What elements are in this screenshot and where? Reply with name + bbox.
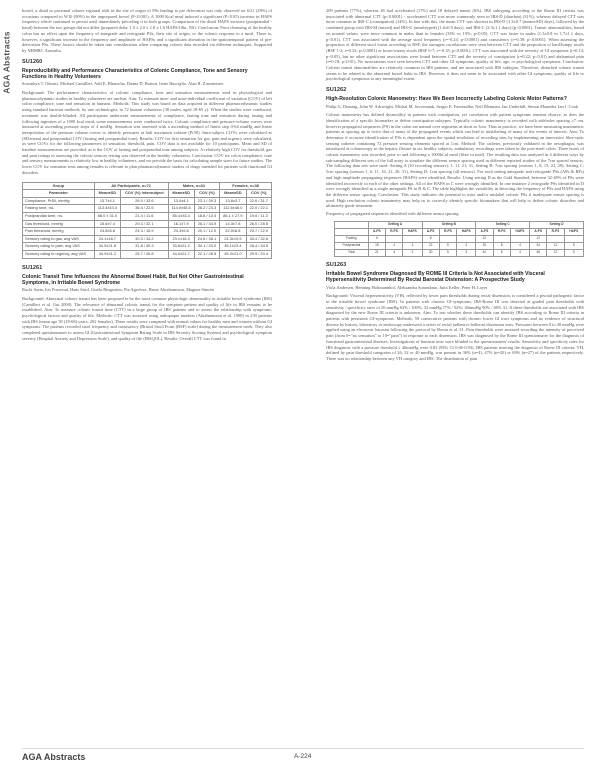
- table-group-cell: Setting C: [476, 221, 530, 228]
- abstract-title-1260: Reproducibility and Performance Characteristics of Colonic Compliance, Tone and Sensory Functions in Healthy Volunteers: [22, 67, 248, 81]
- table-cell: 23.7 / 22.0: [246, 228, 271, 236]
- table-cell: 46: [530, 249, 547, 256]
- abstract-body-1262: Colonic manometry has defined dysmotility in patients with constipation, yet correlation with patient symptoms remains elusive, as does the identification of a specific biomarker to define constipation subtypes. Typically colonic manometry is recorded with sideholes spacing ≥7 cm, however propagated sequences (PS) in the colon are natural over segments as short as 3cm. Thus in practice, we have been measuring manometric patterns at spacing up to twice that of many of the propagated events which can lead to mislabeling of many of the events of interest. Aim: To determine if accurate identification of PSs is dependent upon the spatial-resolution of recording sites by implementing an innovative fibre-optic sensing catheter containing 72 pressure sensing elements spaced at 1cm. Method: The catheter, previously validated in the oesophagus, was introduced at colonoscopy to the hepatic flexure in six healthy subjects; ambulatory recordings were taken in the post-meal colon. Three hours of colonic manometry was recorded, prior to and following a 1000kCal meal (fibre in total). The resulting data was analyzed in 4 different ways by sub-sampling different sets of the full array to simulate the different sensor spacing used in different reported studies of the 7cm spaced sensors. The following data sets were used: Setting A (10 recording sensors): 1, 11, 21, 31, Setting B: 7cm spacing (sensors 1, 8, 15, 22, 29), Setting C: 5cm spacing (sensors 1, 6, 11, 16, 21, 26, 31), Setting D: 1cm spacing (all sensors). For each setting antegrade and retrograde PSs (APs & RPs) and high amplitude propagating sequences (HAPS) were identified. Results: Using setting D as the Gold Standard, between 32-48% of PSs were identified incorrectly in each of the other settings. All of the HAPS in C were wrongly identified. In one instance 2 retrograde PSs identified in D were wrongly identified as a single antegrade PS in B & C. The table highlights the variability in detecting the frequency of PSs and HAPS using the different sensor spacing. Conclusion: This study indicates the potential to miss and/or mislabel colonic PSs if inadequate sensor spacing is used. High resolution colonic manometry may help us to correctly identify specific biomarkers that will help to define colonic disorders and ultimately guide treatment.: [326, 112, 584, 209]
- table-cell: 5: [564, 242, 583, 249]
- abstract-authors-1260: Sowmhya T. Odunsi, Michael Camilleri, Adil E. Bharucha, Duane D. Burton, Irene Busciglio, Alan R. Zinsmeister: [22, 81, 224, 87]
- table-cell: Fasting tone, mL: [23, 205, 95, 213]
- table-cell: 42: [476, 249, 493, 256]
- table-cell: [547, 235, 564, 242]
- table-cell: 45.3±21.0: [220, 250, 247, 258]
- abstract-tag-1263: SU1263: [326, 261, 347, 268]
- table-caption: Frequency of propagated sequences identified with different sensor spacing: [326, 211, 459, 217]
- table-cell: [564, 235, 583, 242]
- table-header-cell: A-PS: [530, 228, 547, 235]
- table-group-cell: Setting A: [368, 221, 422, 228]
- table-cell: 8: [493, 242, 510, 249]
- table-cell: 44.9±21.2: [94, 250, 121, 258]
- table-cell: 30: [476, 242, 493, 249]
- table-cell: 13.4±4.1: [168, 197, 194, 205]
- table-header-cell: A-PS: [476, 228, 493, 235]
- table-cell: 20.1 / 12.0: [194, 228, 219, 236]
- table-header-cell: R-PS: [385, 228, 402, 235]
- table-cell: 5: [564, 249, 583, 256]
- right-intro-text: 209 patients (77%), whereas 46 had accelerated (17%) and 18 delayed transit (6%). IBS subtyping according to the Rome III criteria was associated with abnormal CTT (p<0.0001) - accelerated CTT was more commonly seen in IBS-D (diarrhea) (31%), whereas delayed CTT was more common in IBS-C (constipation) (14%). In line with this, the mean CTT was shortest in IBS-D (1.3±0.7 (mean±SD) days), followed by the combined group with IBS-M (mixed) and IBS-U (unsubtyped) (1.6±0.9 days), and IBS-C (2.3±1.1 days) (p<0.0001). Transit abnormalities, based on normal values, were more common in males than in females (33% vs 19%; p<0.05). CTT was faster in males (1.3±0.8 vs 1.7±1.1 days, p<0.01). CTT was associated with the average stool frequency (r=-0.24; p<0.0001) and consistency (r=0.39; p<0.0001). When assessing the proportion of different stool forms according to BSF, the strongest correlations were seen between CTT and the proportion of hard/lumpy stools (BSF 1-2; r=0.32; p<0.0001) or loose/watery stools (BSF 6-7; r=-0.35; p<0.0001). CTT was associated with the severity of GI symptoms (r=0.14; p<0.05), but no other significant associations were found between CTT and the severity of constipation (r=0.22; p<0.01) and abdominal pain (r=0.18; p<0.01). No associations were seen between CTT and other GI symptoms, quality of life, age, or psychological symptoms. Conclusion: Colonic transit abnormalities are relatively common in IBS patients, and are associated with IBS subtypes. Therefore, disturbed colonic transit seems to be related to the abnormal bowel habit in IBS. However, it does not seem to be associated with other GI symptoms, quality of life or psychological symptoms to any meaningful extent.: [326, 8, 584, 82]
- table-cell: 24.3±19.5: [220, 235, 247, 243]
- table-subheader-cell: Mean±SD: [94, 190, 121, 198]
- table-cell: [510, 235, 529, 242]
- table-cell: 86.0 ± 31.0: [94, 212, 121, 220]
- table-cell: 25.7 / 26.8: [121, 250, 168, 258]
- table-cell: 24.6 / 36.1: [194, 235, 219, 243]
- table-cell: 15: [368, 242, 385, 249]
- table-cell: [385, 235, 402, 242]
- table-subheader-cell: Mean±SD: [168, 190, 194, 198]
- table-cell: 23.1±16.3: [168, 235, 194, 243]
- table-cell: 28.2 / 23.3: [194, 205, 219, 213]
- table-cell: Total: [335, 249, 369, 256]
- table-cell: 12: [547, 249, 564, 256]
- table-header-cell: HAPS: [564, 228, 583, 235]
- table-cell: 30.3 / 34.2: [121, 235, 168, 243]
- abstract-authors-1263: Viola Andresen, Henning Holtmannhof, Aleksandra Sorundano, Jutta Keller, Peter H. Layer: [326, 284, 488, 290]
- table-cell: 28.4 / 34.5: [246, 243, 271, 251]
- table-cell: 29.9 / 20.4: [246, 250, 271, 258]
- table-cell: 3: [403, 242, 422, 249]
- footer-page-number: A-224: [294, 753, 312, 760]
- table-cell: 21.4 / 11.6: [121, 212, 168, 220]
- table-cell: 3: [457, 242, 476, 249]
- table-header-cell: R-PS: [493, 228, 510, 235]
- table-cell: 12: [476, 235, 493, 242]
- table-cell: 114.0±45.5: [168, 205, 194, 213]
- table-cell: [439, 235, 456, 242]
- table-cell: 22.1 / 28.5: [194, 250, 219, 258]
- table-header-cell: HAPS: [403, 228, 422, 235]
- table-cell: 4: [510, 249, 529, 256]
- left-intro-text: bowel, a distal to proximal colonic regional shift in the site of origin of PSs leading to pre defecation was only observed on 6/21 (28%) of occasions compared to W10 (90%) in the unprepared bowel (P<0.001). A 1000 Kcal meal induced a significant (P<0.05) increase in HAPS frequency which continued to persist until immediately preceding it in both groups. Comparison of the distal HAPS increase (postprandial - basal) between the two groups did not differ (prepared delta: 1.9 ± 2.0 v 2.8 ± 1.6 HAPS/10hr, NS). Conclusion: Prior cleansing of the healthy colon has no effect upon the frequency of antegrade and retrograde PSs, their site of origin, or the colonic response to a meal. There is, however, a significant increase in the frequency and amplitude of HAPSs and a significant alteration in the spatiotemporal pattern of pre-defecation PSs. These factors should be taken into consideration when comparing colonic data recorded via different techniques. Supported by NHMRC Australia.: [22, 8, 272, 53]
- table-cell: 14.3±7.8: [220, 220, 247, 228]
- table-cell: 35.1±23.4: [220, 243, 247, 251]
- table-cell: 23.1 / 39.3: [194, 197, 219, 205]
- table-row: [23, 220, 272, 228]
- table-cell: [493, 235, 510, 242]
- abstract-title-1262: High-Resolution Colonic Manometry: Have We Been Incorrectly Labeling Colonic Motor Patterns?: [326, 96, 567, 103]
- table-cell: 33.4 / 32.6: [246, 235, 271, 243]
- table1-body: [23, 197, 272, 258]
- abstract-title-1263: Irritable Bowel Syndrome Diagnosed By ROME III Criteria Is Not Associated with Visceral Hypersensitivity Determined By Rectal Barostat Distension: A Prospective Study: [326, 270, 545, 284]
- table-cell: 15.6±7.4: [94, 220, 121, 228]
- table-cell: 6: [368, 235, 385, 242]
- table-header-cell: [335, 228, 369, 235]
- table-cell: 22.0±8.8: [220, 228, 247, 236]
- abstract-tag-1262: SU1262: [326, 87, 347, 94]
- table-row: [23, 228, 272, 236]
- table-row: [23, 235, 272, 243]
- table-cell: 4: [510, 242, 529, 249]
- table-cell: 5: [439, 242, 456, 249]
- table-cell: 34.1 / 33.0: [194, 243, 219, 251]
- table-cell: 13.7±4.1: [94, 197, 121, 205]
- table-header-cell: HAPS: [457, 228, 476, 235]
- table-cell: 112.6±46.0: [220, 205, 247, 213]
- side-tab-label: AGA Abstracts: [1, 31, 12, 94]
- left-column: [22, 8, 272, 344]
- table-cell: Postprandial: [335, 242, 369, 249]
- table-header-cell: Males, n=34: [168, 182, 220, 190]
- table-cell: 22.0 / 22.1: [246, 205, 271, 213]
- table-cell: 85.4±33.4: [168, 212, 194, 220]
- table-cell: 5: [439, 249, 456, 256]
- table-cell: 22.6 / 31.7: [246, 197, 271, 205]
- table-cell: 19.6 / 11.3: [246, 212, 271, 220]
- table-cell: 21: [368, 249, 385, 256]
- table-cell: Sensory rating to urgency, avg VAS: [23, 250, 95, 258]
- table-row: [23, 243, 272, 251]
- table-group-cell: [335, 221, 369, 228]
- table-cell: 30: [422, 249, 439, 256]
- table-cell: [457, 235, 476, 242]
- table-cell: 4: [385, 242, 402, 249]
- table-cell: 3: [403, 249, 422, 256]
- table-cell: 34: [530, 242, 547, 249]
- table-group-cell: Setting D: [530, 221, 584, 228]
- table-cell: 113.4±43.4: [94, 205, 121, 213]
- right-column: [326, 8, 584, 364]
- table-cell: 26.0 / 33.6: [121, 197, 168, 205]
- table-header-cell: Females, n=38: [220, 182, 272, 190]
- table-header-cell: HAPS: [510, 228, 529, 235]
- table-row: [335, 249, 584, 256]
- table-cell: [403, 235, 422, 242]
- table-cell: 13.6±3.7: [220, 197, 247, 205]
- table-cell: Sensory rating to pain, avg VAS: [23, 243, 95, 251]
- table-cell: Postprandial tone, mL: [23, 212, 95, 220]
- table-cell: Gas threshold, mmHg: [23, 220, 95, 228]
- table-cell: 8: [493, 249, 510, 256]
- table-row: [23, 212, 272, 220]
- table-cell: 12: [547, 242, 564, 249]
- page-footer: [22, 748, 584, 765]
- table-header-cell: Group: [23, 182, 95, 190]
- table-subheader-cell: COV (%) intersubject: [121, 190, 168, 198]
- table-subheader-cell: Parameter: [23, 190, 95, 198]
- table-header-cell: All Participants, n=72: [94, 182, 168, 190]
- table-cell: Compliance, Pr50, mmHg: [23, 197, 95, 205]
- table-cell: 86.1 ± 27.9: [220, 212, 247, 220]
- table-cell: 8: [422, 235, 439, 242]
- table-row: [23, 197, 272, 205]
- table-cell: 31.8 / 35.3: [121, 243, 168, 251]
- table-header-cell: A-PS: [368, 228, 385, 235]
- table-propagated-sequences: [334, 221, 584, 257]
- table-cell: 24.3±9.8: [168, 228, 194, 236]
- table-cell: 33.8±21.2: [168, 243, 194, 251]
- table-header-cell: A-PS: [422, 228, 439, 235]
- table-cell: 29.3 / 32.1: [121, 220, 168, 228]
- table-colonic-parameters: [22, 182, 272, 259]
- abstract-authors-1261: Ruchi Sarin, Iris Posserud, Hans Strid, Gisela Ringström, Pia Agerforz, Hasse Abrahamsson, Magnus Simrén: [22, 287, 215, 293]
- footer-journal-title: AGA Abstracts: [22, 752, 86, 762]
- table-cell: 26.0 / 28.5: [246, 220, 271, 228]
- table-cell: 4: [385, 249, 402, 256]
- table-cell: 3: [457, 249, 476, 256]
- table-cell: 12: [530, 235, 547, 242]
- table-row: [335, 242, 584, 249]
- table-cell: 22: [422, 242, 439, 249]
- table-cell: Sensory rating to gas, avg VAS: [23, 235, 95, 243]
- table-cell: 44.5±21.7: [168, 250, 194, 258]
- table-cell: 24.8±8.8: [94, 228, 121, 236]
- abstract-tag-1261: SU1261: [22, 264, 43, 271]
- table-subheader-cell: COV (%): [246, 190, 271, 198]
- side-tab: [0, 0, 13, 640]
- abstract-authors-1262: Philip G. Dinning, John W. Arkwright, Michal M. Szczesniak, Sergio E. Fuentealba, Neil Blenman, Ian Underhill, Simon Maunder, Ian J. Cook: [326, 103, 579, 109]
- table-group-cell: Setting B: [422, 221, 476, 228]
- table-row: [23, 250, 272, 258]
- table-cell: Fasting: [335, 235, 369, 242]
- table-header-cell: R-PS: [439, 228, 456, 235]
- abstract-body-1263: Background: Visceral hypersensitivity (VH), reflected by lower pain thresholds during rectal distension, is considered a pivotal pathogenic factor in the irritable bowel syndrome (IBS). In patients with chronic GI-symptoms, IBS-Rome III was detected at graded pain thresholds with sensitivity / specificity rates of 26 mmHg 63% / 100%; 32 mmHg 77% / 92%; 40mmHg 90% / 60% 31. If these thresholds are associated with IBS diagnosed by the new Rome III criteria is unknown. Aim: To test whether these thresholds can identify IBS according to Rome III criteria in patients with persistent GI-symptoms. Methods: 59 consecutive patients with chronic lower GI tract symptoms and no evidence of structural disease by history, laboratory or endoscopy underwent a series of rectal (adhesive balloon) distension tests. Pressures between 0 to 48 mmHg were applied using an electronic barostat following the protocol by Bouin et al. 31. Pain thresholds were assessed recording the intensity of perceived pain (from 0="no sensation" to 10="pain") in response to each distension. IBS was diagnosed by the Rome III questionnaire for the diagnosis of functional gastrointestinal diseases. Investigations of barostat tests were blinded to the questionnaires' results. Sensitivity and specificity rates for IBS diagnosis with a pressure threshold ≤ 40mmHg were 0.83 (95% CI 0.66-0.93). IBS patients meeting the diagnosis of Rome III criteria: VH, defined by pain threshold categories of 26, 32 or 40 mmHg, was present in 36% (n=4), 47% (n=20) or 69% (n=27) of the patients respectively. There was no relationship between any VH category and IBS. The distribution of pain: [326, 293, 584, 361]
- table-cell: Pain threshold, mmHg: [23, 228, 95, 236]
- table-subheader-cell: Mean±SD: [220, 190, 247, 198]
- table-row: [335, 235, 584, 242]
- abstract-body-1260: Background: The performance characteristics of colonic compliance, tone and sensation measurements used in physiological and pharmacodynamic studies in healthy volunteers are unclear. Aim: To estimate inter- and intra-individual coefficient of variation (COV) of left colon compliance, tone and sensation in humans. Methods: This study was based on data acquired in different pharmacodynamic studies using standard barostat methods, by one technologist, in 72 human volunteers (38 males, aged 18-65 y). When the studies were conducted, treatment was double-blinded. All participants underwent measurements of compliance, fasting tone and sensation during fasting and following ingestion of a 1000 kcal meal; some measurements were conducted twice. Colonic compliance and pressure-volume curves were measured at ascending pressure steps of 4 mmHg. Sensation was assessed with a ascending method of limits step 0-64 mmHg and linear interpolation of the pressure volume curves to identify pressures at half maximum volume (Pr50). Intra-subject COVs were calculated as (SD/mean) and postprandial COV (fasting and postprandial tone). Results: COV for first sensation for gas, pain and urgency were calculated, as were COVs for the following parameters of sensation: threshold, pain, COV data is not available for 10 participants. Mean and SD of baseline measurements are provided, as is the COV of fasting and postprandial tone among subjects. A relatively high COV for threshold, gas and pain ratings in assessing the colonic sensory testing was observed in the healthy volunteers. Conclusion: COV for colon compliance, tone and sensory measurements is relatively low in healthy volunteers, and we provide the basis for calculating sample sizes for future studies. The lower COV for sensation tests among females is relevant to plan pharmacodynamic studies of drugs intended for patients with functional GI disorders.: [22, 90, 272, 175]
- table-cell: 24.1±18.7: [94, 235, 121, 243]
- table-cell: 24.3 / 15.9: [121, 228, 168, 236]
- abstract-title-1261: Colonic Transit Time Influences the Abnormal Bowel Habit, But Not Other Gastrointestinal Symptoms, in Irritable Bowel Syndrome: [22, 273, 244, 286]
- table-subheader-cell: COV (%): [194, 190, 219, 198]
- table-cell: 26.1 / 34.9: [194, 220, 219, 228]
- abstract-tag-1260: SU1260: [22, 58, 43, 65]
- table-cell: 18.8 / 13.4: [194, 212, 219, 220]
- table2-body: [335, 235, 584, 256]
- table-row: [23, 205, 272, 213]
- abstract-body-1261: Background: Abnormal colonic transit has been proposed to be the most common physiologic abnormality in irritable bowel syndrome (IBS) (Camilleri et al. Gut 2008). The relevance of abnormal colonic transit for the symptom pattern and quality of life in IBS remains to be established. Aim: To measure colonic transit time (CTT) in a large group of IBS patients and to assess the relationship with symptoms, psychological factors and quality of life. Methods: CTT was assessed using radiopaque markers (Abrahamsson et al. 1988) in 239 patients with IBS (mean age 39 (18-68) years; 202 females). These results were compared with normal values for healthy men and women without GI symptoms. The patients recorded stool frequency and consistency (Bristol Stool Form (BSF) scale) during the measurement week. They also completed questionnaires to assess GI (Gastrointestinal Symptom Rating Scale in IBS Severity Scoring System) and psychological symptom severity (Hospital Anxiety and Depression Scale), and quality of life (IBSQOL). Results: Overall CTT was found in: [22, 295, 272, 341]
- table-cell: 36.4 / 22.5: [121, 205, 168, 213]
- table-cell: 16.1±7.9: [168, 220, 194, 228]
- table-cell: 34.5±21.8: [94, 243, 121, 251]
- table-header-cell: R-PS: [547, 228, 564, 235]
